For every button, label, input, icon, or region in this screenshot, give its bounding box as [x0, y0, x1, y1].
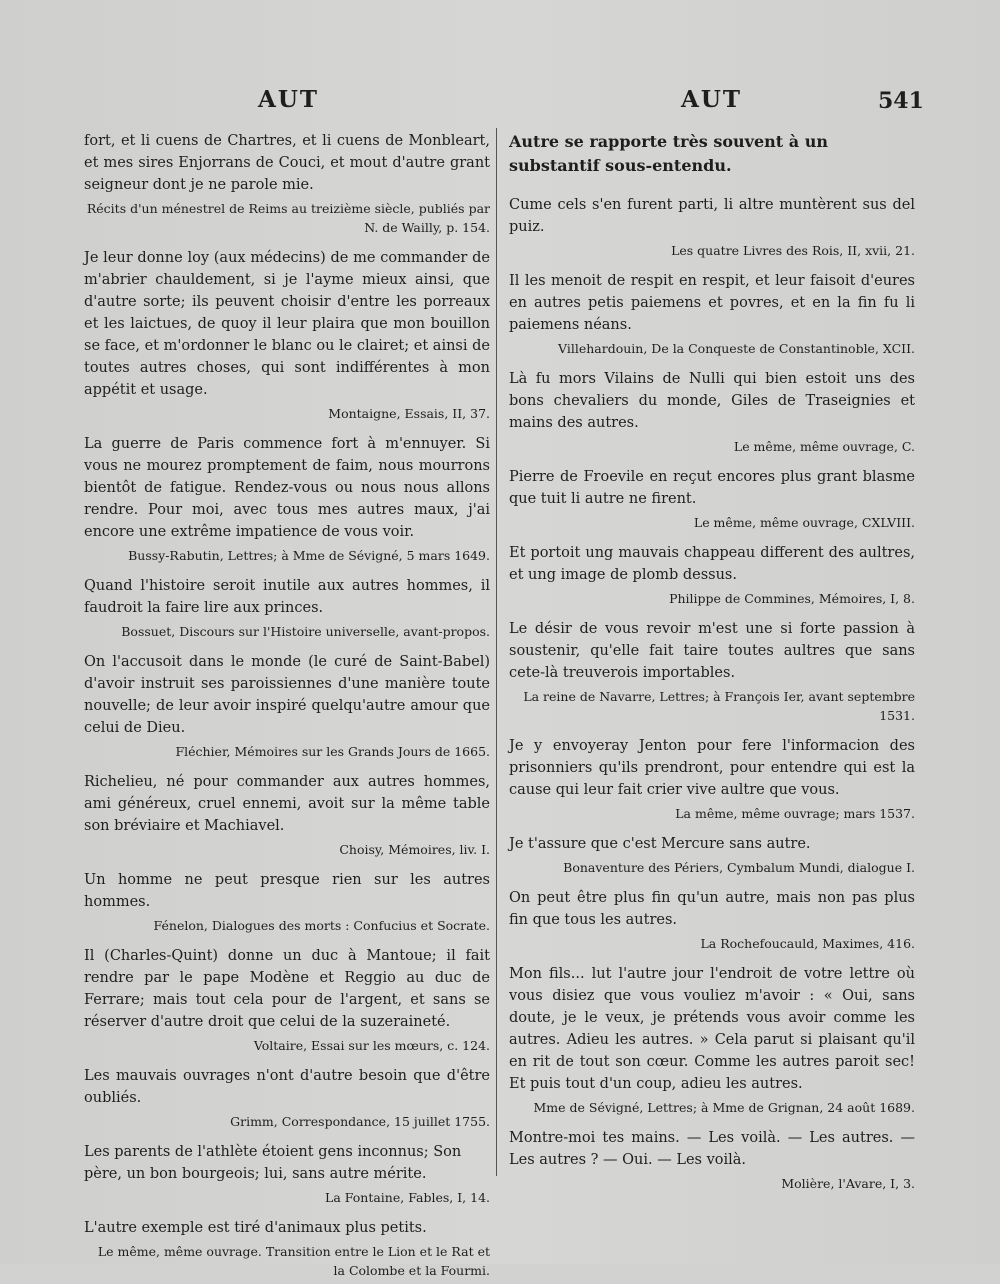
quote: Quand l'histoire seroit inutile aux autres hommes, il faudroit la faire lire aux princes. — [84, 578, 490, 616]
citation: Choisy, Mémoires, liv. I. — [339, 842, 490, 857]
quote: Je t'assure que c'est Mercure sans autre. — [509, 836, 811, 852]
citation: Le même, même ouvrage. Transition entre le Lion et le Rat et la Colombe et la Fourmi. — [97, 1244, 490, 1278]
citation: La reine de Navarre, Lettres; à François Ier, avant septembre 1531. — [523, 689, 915, 723]
quote: L'autre exemple est tiré d'animaux plus petits. — [84, 1220, 427, 1236]
quote: Cume cels s'en furent parti, li altre muntèrent sus del puiz. — [509, 197, 915, 235]
quote: Je leur donne loy (aux médecins) de me commander de m'abrier chauldement, si je l'ayme mieux ainsi, que d'autre sorte; ils peuvent choisir d'entre les porreaux et les laictues, de quoy il leur plaira que mon bouillon se face, et m'ordonner le blanc ou le clairet; et ainsi de toutes autres choses, qui sont indifférentes à mon appétit et usage. — [84, 250, 490, 398]
quote: Il les menoit de respit en respit, et leur faisoit d'eures en autres petis paiemens et povres, et en la fin fu li paiemens néans. — [509, 273, 915, 333]
citation: Bossuet, Discours sur l'Histoire universelle, avant-propos. — [121, 624, 490, 639]
quote: On peut être plus fin qu'un autre, mais non pas plus fin que tous les autres. — [509, 890, 915, 928]
quote: fort, et li cuens de Chartres, et li cuens de Monbleart, et mes sires Enjorrans de Couci, et mout d'autre grant seigneur dont je ne parole mie. — [84, 133, 490, 193]
quote: Et portoit ung mauvais chappeau different des aultres, et ung image de plomb dessus. — [509, 545, 915, 583]
running-head-left: AUT — [258, 86, 320, 113]
citation: Bussy-Rabutin, Lettres; à Mme de Sévigné, 5 mars 1649. — [128, 548, 490, 563]
left-column — [84, 130, 490, 1284]
quote: Un homme ne peut presque rien sur les autres hommes. — [84, 872, 490, 910]
quote: Pierre de Froevile en reçut encores plus grant blasme que tuit li autre ne firent. — [509, 469, 915, 507]
citation: Bonaventure des Périers, Cymbalum Mundi, dialogue I. — [563, 860, 915, 875]
quote: Richelieu, né pour commander aux autres hommes, ami généreux, cruel ennemi, avoit sur la même table son bréviaire et Machiavel. — [84, 774, 490, 834]
citation: Mme de Sévigné, Lettres; à Mme de Grignan, 24 août 1689. — [533, 1100, 915, 1115]
quote: Là fu mors Vilains de Nulli qui bien estoit uns des bons chevaliers du monde, Giles de Traseignies et mains des autres. — [509, 371, 915, 431]
verse-quote: Les parents de l'athlète étoient gens inconnus; Son père, un bon bourgeois; lui, sans autre mérite. — [84, 1144, 462, 1182]
citation: Villehardouin, De la Conqueste de Constantinoble, XCII. — [558, 341, 915, 356]
citation: Fénelon, Dialogues des morts : Confucius et Socrate. — [153, 918, 490, 933]
quote: On l'accusoit dans le monde (le curé de Saint-Babel) d'avoir instruit ses paroissiennes d'une manière toute nouvelle; de leur avoir inspiré quelqu'autre amour que celui de Dieu. — [84, 654, 490, 736]
quote: La guerre de Paris commence fort à m'ennuyer. Si vous ne mourez promptement de faim, nous mourrons bientôt de fatigue. Rendez-vous ou nous nous allons rendre. Pour moi, avec tous mes autres maux, j'ai encore une extrême impatience de vous voir. — [84, 436, 490, 540]
right-column — [509, 130, 915, 1197]
citation: Molière, l'Avare, I, 3. — [781, 1176, 915, 1191]
quote: Il (Charles-Quint) donne un duc à Mantoue; il fait rendre par le pape Modène et Reggio au duc de Ferrare; mais tout cela pour de l'argent, et sans se réserver d'autre droit que celui de la suzeraineté. — [84, 948, 490, 1030]
quote: Les mauvais ouvrages n'ont d'autre besoin que d'être oubliés. — [84, 1068, 490, 1106]
citation: La Fontaine, Fables, I, 14. — [325, 1190, 490, 1205]
quote: Le désir de vous revoir m'est une si forte passion à soustenir, qu'elle fait taire toutes aultres que sans cete-là treuverois importables. — [509, 621, 915, 681]
citation: Grimm, Correspondance, 15 juillet 1755. — [230, 1114, 490, 1129]
citation: Le même, même ouvrage, C. — [733, 439, 915, 454]
quote: Montre-moi tes mains. — Les voilà. — Les autres. — Les autres ? — Oui. — Les voilà. — [509, 1130, 915, 1168]
citation: La même, même ouvrage; mars 1537. — [675, 806, 915, 821]
running-head-right: AUT — [681, 86, 743, 113]
citation: Les quatre Livres des Rois, II, xvii, 21. — [671, 243, 915, 258]
quote: Je y envoyeray Jenton pour fere l'informacion des prisonniers qu'ils prendront, pour entendre qui est la cause qui leur fait crier vive aultre que vous. — [509, 738, 915, 798]
quote: Mon fils... lut l'autre jour l'endroit de votre lettre où vous disiez que vous vouliez m'avoir : « Oui, sans doute, je le veux, je prétends vous avoir comme les autres. Adieu les autres. » Cela parut si plaisant qu'il en rit de tout son cœur. Comme les autres paroit sec! Et puis tout d'un coup, adieu les autres. — [509, 966, 915, 1092]
citation: La Rochefoucauld, Maximes, 416. — [700, 936, 915, 951]
citation: Montaigne, Essais, II, 37. — [328, 406, 490, 421]
citation: Philippe de Commines, Mémoires, I, 8. — [669, 591, 915, 606]
section-intro: Autre se rapporte très souvent à un substantif sous-entendu. — [509, 132, 828, 175]
citation: Le même, même ouvrage, CXLVIII. — [693, 515, 915, 530]
citation: Récits d'un ménestrel de Reims au treizième siècle, publiés par N. de Wailly, p. 154. — [86, 201, 490, 235]
column-divider — [496, 128, 497, 1176]
page-number: 541 — [878, 88, 924, 114]
citation: Voltaire, Essai sur les mœurs, c. 124. — [253, 1038, 490, 1053]
citation: Fléchier, Mémoires sur les Grands Jours de 1665. — [175, 744, 490, 759]
